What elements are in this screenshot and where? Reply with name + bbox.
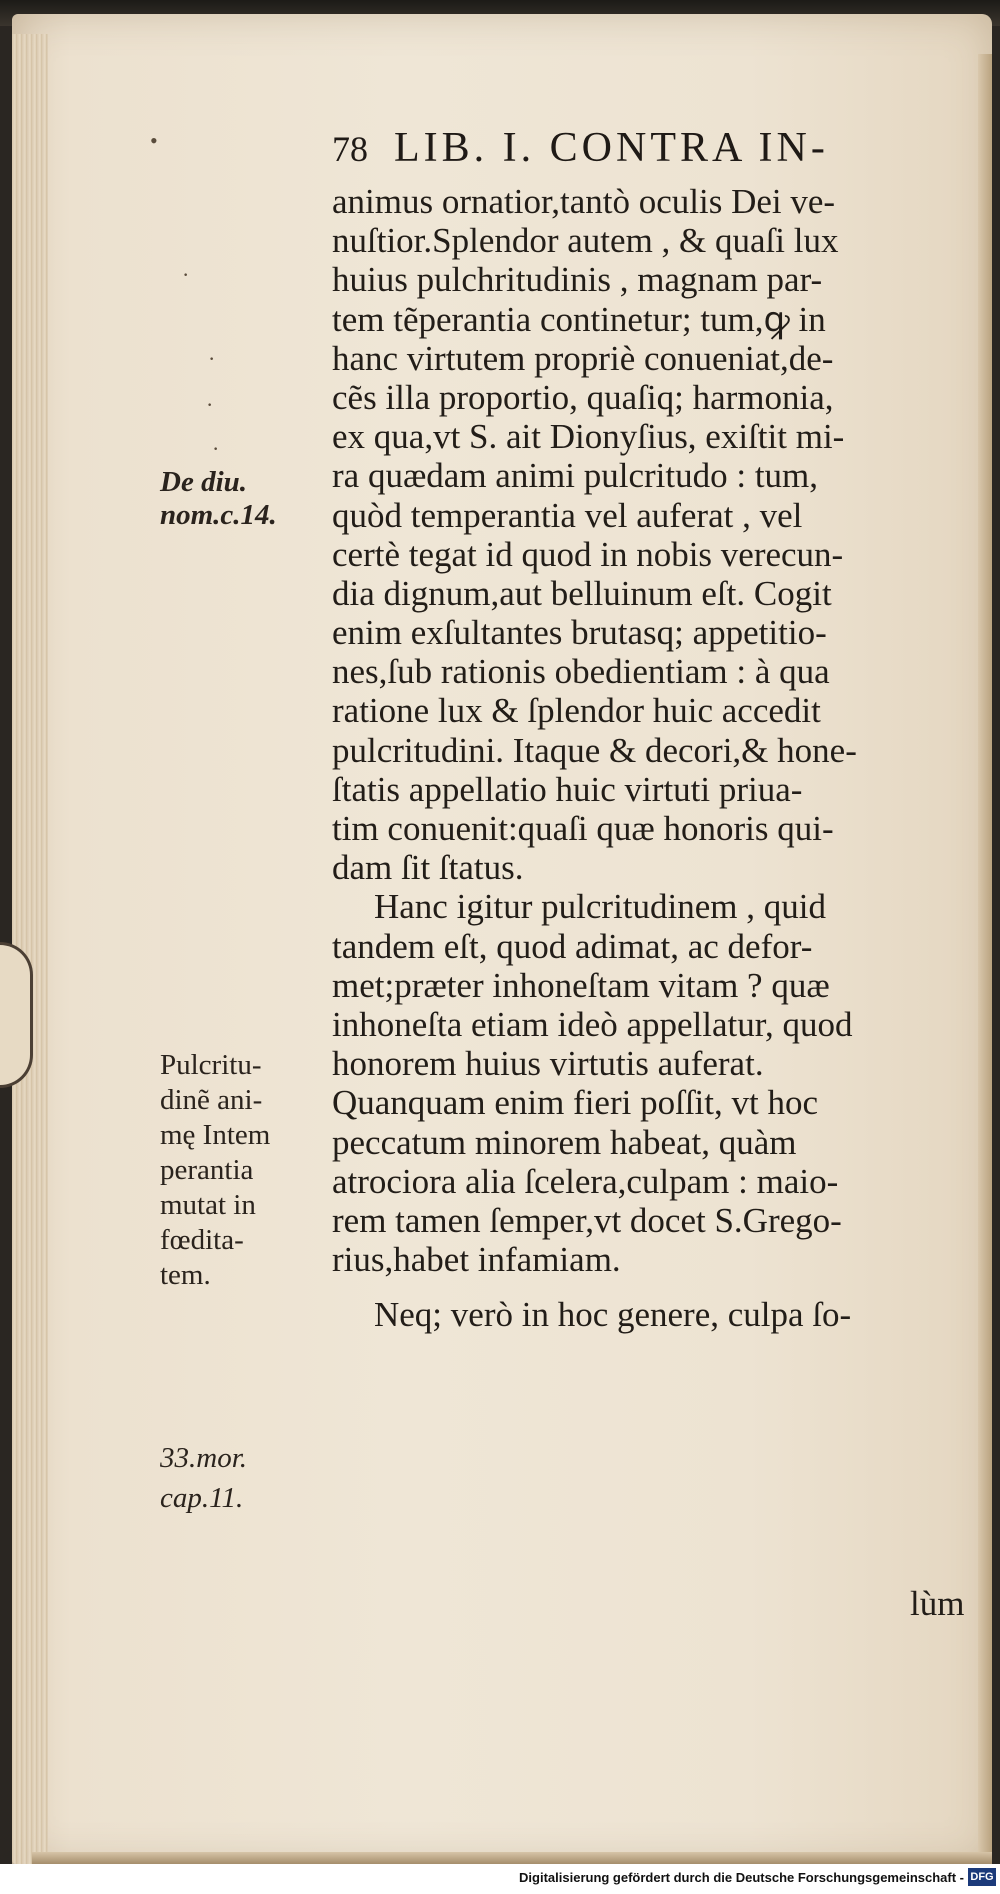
margin-note-line: mutat in: [160, 1189, 256, 1221]
text-line: hanc virtutem propriè conueniat,de-: [332, 338, 834, 378]
text-line: tem tẽperantia continetur; tum,ꝙ in: [332, 299, 826, 339]
text-line: ſtatis appellatio huic virtuti priua-: [332, 769, 803, 809]
text-line: pulcritudini. Itaque & decori,& hone-: [332, 730, 857, 770]
ink-speck: ·: [182, 262, 190, 287]
text-line: ex qua,vt S. ait Dionyſius, exiſtit mi-: [332, 417, 845, 457]
margin-note-line: 33.mor.: [160, 1442, 248, 1474]
text-line: ratione lux & ſplendor huic accedit: [332, 691, 821, 731]
catchword: lùm: [910, 1584, 965, 1623]
text-line: tim conuenit:quaſi quæ honoris qui-: [332, 809, 834, 848]
page-bottom-edge: [32, 1852, 992, 1864]
main-text-block: [332, 182, 982, 1334]
text-line: honorem huius virtutis auferat.: [332, 1044, 764, 1084]
text-line: quòd temperantia vel auferat , vel: [332, 495, 803, 535]
page-tab-marker: [0, 942, 33, 1088]
margin-note-line: De diu.: [160, 466, 247, 498]
text-line: atrociora alia ſcelera,culpam : maio-: [332, 1161, 839, 1201]
text-line: rius,habet infamiam.: [332, 1240, 621, 1280]
text-line: met;præter inhoneſtam vitam ? quæ: [332, 965, 830, 1005]
margin-note-line: nom.c.14.: [160, 499, 277, 531]
funding-credit: Digitalisierung gefördert durch die Deutsche Forschungsgemeinschaft -: [519, 1870, 964, 1885]
text-line: nuſtior.Splendor autem , & quaſi lux: [332, 221, 839, 261]
margin-note-line: dinẽ ani-: [160, 1084, 263, 1116]
running-title: LIB. I. CONTRA IN-: [394, 125, 829, 171]
ink-speck: ·: [212, 436, 220, 461]
text-line: cẽs illa proportio, quaſiq; harmonia,: [332, 377, 834, 417]
text-line: Quanquam enim fieri poſſit, vt hoc: [332, 1083, 819, 1123]
ink-speck: ·: [208, 346, 216, 371]
text-line: huius pulchritudinis , magnam par-: [332, 260, 823, 300]
margin-note-mor: [160, 1438, 247, 1518]
page-number: 78: [332, 129, 368, 169]
text-line: dam ſit ſtatus.: [332, 848, 524, 888]
text-line: rem tamen ſemper,vt docet S.Grego-: [332, 1200, 842, 1240]
margin-note-de-diu: [160, 466, 277, 532]
dfg-logo: DFG: [968, 1868, 996, 1886]
text-line: animus ornatior,tantò oculis Dei ve-: [332, 182, 836, 221]
margin-note-line: perantia: [160, 1154, 254, 1186]
text-line: Hanc igitur pulcritudinem , quid: [374, 887, 826, 927]
text-line: ra quædam animi pulcritudo : tum,: [332, 456, 819, 496]
text-line: certè tegat id quod in nobis verecun-: [332, 534, 844, 574]
text-line: enim exſultantes brutasq; appetitio-: [332, 613, 827, 653]
margin-note-line: fœdita-: [160, 1224, 244, 1256]
text-line: nes,ſub rationis obedientiam : à qua: [332, 652, 830, 692]
text-line: peccatum minorem habeat, quàm: [332, 1122, 797, 1162]
running-header: [332, 124, 829, 172]
paragraph-gap: [332, 1279, 982, 1295]
margin-note-line: tem.: [160, 1259, 211, 1291]
margin-note-line: cap.11.: [160, 1482, 244, 1514]
margin-note-line: Pulcritu-: [160, 1049, 262, 1081]
text-line: Neq; verò in hoc genere, culpa ſo-: [374, 1295, 852, 1335]
ink-speck: ·: [206, 392, 214, 417]
ink-speck: •: [150, 128, 158, 153]
text-line: tandem eſt, quod adimat, ac defor-: [332, 926, 813, 966]
text-line: inhoneſta etiam ideò appellatur, quod: [332, 1004, 853, 1044]
margin-note-line: mę Intem: [160, 1119, 271, 1151]
text-line: dia dignum,aut belluinum eſt. Cogit: [332, 573, 832, 613]
margin-note-pulcritudine: [160, 1048, 270, 1293]
